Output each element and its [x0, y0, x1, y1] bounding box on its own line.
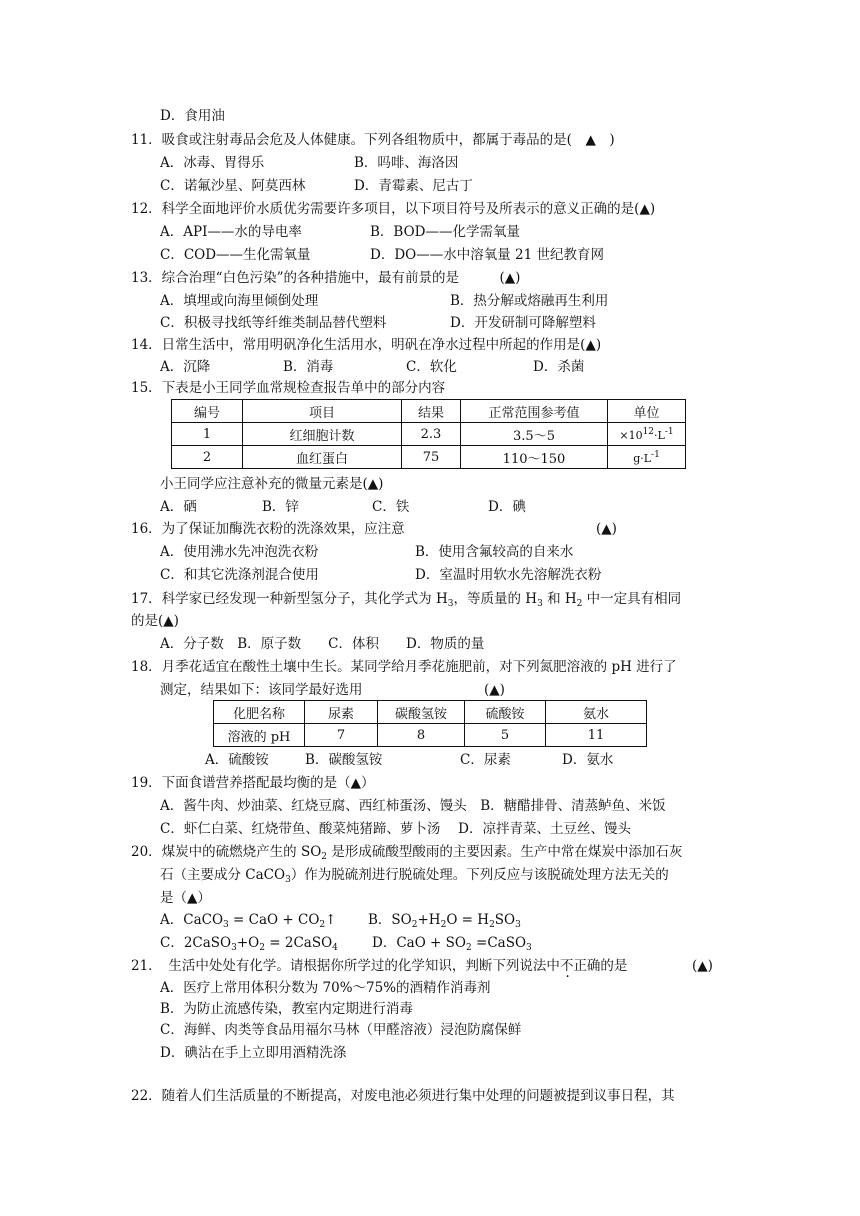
q10-option-d: D．食用油	[160, 108, 225, 124]
subscript: 3	[285, 875, 291, 885]
q20-option-a	[160, 910, 336, 935]
table-header-cell: 尿素	[305, 701, 378, 724]
q21-option-b: B．为防止流感传染，教室内定期进行消毒	[160, 1001, 413, 1017]
q13-option-a: A．填埋或向海里倾倒处理	[160, 293, 319, 309]
q18-answer-mark: (▲)	[484, 682, 505, 698]
emphasis-dot-char: 不	[559, 958, 574, 974]
table-header-cell: 硫酸铵	[465, 701, 546, 724]
blood-test-table	[171, 399, 686, 469]
q21-option-a: A．医疗上常用体积分数为 70%～75%的酒精作消毒剂	[160, 980, 491, 996]
q20-option-d	[372, 933, 532, 958]
q18-option-b: B．碳酸氢铵	[305, 752, 383, 768]
table-header-cell: 碳酸氢铵	[378, 701, 465, 724]
unit-text: g·L	[633, 451, 652, 465]
text: 是形成硫酸型酸雨的主要因素。生产中常在煤炭中添加石灰	[327, 844, 683, 860]
q11-option-c: C．诺氟沙星、阿莫西林	[160, 178, 306, 194]
q16-option-b: B．使用含氟较高的自来水	[415, 544, 574, 560]
subscript: 2	[319, 920, 326, 930]
text: =CaSO	[471, 935, 527, 951]
table-header-row	[214, 701, 647, 724]
table-row	[172, 423, 686, 446]
q15-option-b: B．锌	[262, 499, 299, 515]
q16-option-d: D．室温时用软水先溶解洗衣粉	[415, 567, 602, 583]
q19-stem: 19．下面食谱营养搭配最均衡的是（▲）	[131, 775, 375, 791]
q15-option-c: C．铁	[372, 499, 410, 515]
text: ，等质量的 H	[453, 591, 538, 607]
table-header-cell: 正常范围参考值	[461, 400, 608, 423]
q20-option-c	[160, 933, 338, 958]
unit-superscript: 12	[642, 426, 655, 437]
fertilizer-ph-table	[213, 700, 647, 747]
text: D．CaO + SO	[372, 935, 466, 951]
q21-stem	[131, 956, 627, 976]
table-header-cell: 项目	[243, 400, 402, 423]
unit-text: ·L	[654, 428, 665, 442]
q14-stem: 14．日常生活中，常用明矾净化生活用水，明矾在净水过程中所起的作用是(▲)	[131, 337, 602, 353]
q14-option-b: B．消毒	[283, 359, 334, 375]
q16-option-c: C．和其它洗涤剂混合使用	[160, 567, 319, 583]
q15-option-d: D．碘	[488, 499, 526, 515]
table-cell: 8	[378, 724, 465, 747]
unit-text: ×10	[619, 428, 643, 442]
table-cell: 2.3	[402, 423, 461, 446]
q14-option-a: A．沉降	[160, 359, 211, 375]
q12-option-c: C．COD——生化需氧量	[160, 247, 311, 263]
table-cell	[608, 446, 686, 469]
subscript: 3	[223, 920, 229, 930]
q20-option-b	[368, 910, 521, 935]
q12-option-d: D．DO——水中溶氧量 21 世纪教育网	[370, 247, 604, 263]
q17-stem	[131, 589, 681, 614]
subscript: 2	[411, 920, 418, 930]
q21-option-c: C．海鲜、肉类等食品用福尔马林（甲醛溶液）浸泡防腐保鲜	[160, 1022, 522, 1038]
q15-option-a: A．硒	[160, 499, 197, 515]
q12-option-b: B．BOD——化学需氧量	[370, 224, 520, 240]
subscript: 3	[515, 920, 521, 930]
table-cell: 2	[172, 446, 243, 469]
unit-superscript: -1	[664, 426, 674, 437]
table-header-cell: 编号	[172, 400, 243, 423]
subscript: 3	[447, 599, 454, 609]
q17-stem-cont: 的是(▲)	[131, 613, 179, 629]
text: = CaO + CO	[228, 912, 320, 928]
subscript: 2	[465, 943, 472, 953]
table-cell: 7	[305, 724, 378, 747]
table-cell: 3.5～5	[461, 423, 608, 446]
text: C．2CaSO	[160, 935, 232, 951]
table-header-cell: 结果	[402, 400, 461, 423]
text: 21． 生活中处处有化学。请根据你所学过的化学知识，判断下列说法中	[131, 958, 560, 974]
q20-stem	[131, 842, 682, 867]
text: 20．煤炭中的硫燃烧产生的 SO	[131, 844, 322, 860]
text: 和 H	[542, 591, 577, 607]
subscript: 2	[489, 920, 495, 930]
text: O = H	[446, 912, 490, 928]
subscript: 3	[231, 943, 237, 953]
q13-stem: 13．综合治理“白色污染”的各种措施中，最有前景的是 (▲)	[131, 270, 521, 286]
q20-stem-end: 是（▲）	[160, 890, 211, 906]
q13-option-d: D．开发研制可降解塑料	[450, 315, 596, 331]
unit-superscript: -1	[651, 449, 660, 460]
text: ）作为脱硫剂进行脱硫处理。下列反应与该脱硫处理方法无关的	[290, 867, 669, 883]
text: +H	[417, 912, 441, 928]
q18-option-c: C．尿素	[460, 752, 511, 768]
table-cell: 1	[172, 423, 243, 446]
q11-option-a: A．冰毒、胃得乐	[160, 155, 265, 171]
text: 正确的是	[573, 958, 628, 974]
subscript: 3	[537, 599, 543, 609]
table-header-cell: 化肥名称	[214, 701, 305, 724]
q20-stem-cont	[160, 865, 669, 890]
text: 石（主要成分 CaCO	[160, 867, 286, 883]
table-cell: 溶液的 pH	[214, 724, 305, 747]
q15-stem: 15．下表是小王同学血常规检查报告单中的部分内容	[131, 380, 446, 396]
table-header-cell: 单位	[608, 400, 686, 423]
table-cell: 红细胞计数	[243, 423, 402, 446]
subscript: 2	[259, 943, 265, 953]
subscript: 2	[440, 920, 447, 930]
table-header-cell: 氨水	[546, 701, 647, 724]
table-row	[172, 446, 686, 469]
text: = 2CaSO	[264, 935, 333, 951]
subscript: 4	[332, 943, 338, 953]
table-cell: 11	[546, 724, 647, 747]
q16-answer-mark: (▲)	[596, 521, 617, 537]
table-cell: 75	[402, 446, 461, 469]
text: 中一定具有相同	[582, 591, 682, 607]
text: 17．科学家已经发现一种新型氢分子，其化学式为 H	[131, 591, 448, 607]
q13-option-c: C．积极寻找纸等纤维类制品替代塑料	[160, 315, 387, 331]
subscript: 3	[526, 943, 532, 953]
q11-option-b: B．吗啡、海洛因	[354, 155, 459, 171]
q18-stem-cont: 测定，结果如下：该同学最好选用	[160, 682, 363, 698]
q14-option-c: C．软化	[406, 359, 457, 375]
text: +O	[236, 935, 260, 951]
subscript: 2	[576, 599, 583, 609]
q15-question: 小王同学应注意补充的微量元素是(▲)	[160, 476, 384, 492]
table-row	[214, 724, 647, 747]
q17-options: A．分子数 B．原子数 C．体积 D．物质的量	[160, 636, 485, 652]
q14-option-d: D．杀菌	[533, 359, 585, 375]
table-cell: 5	[465, 724, 546, 747]
text: SO	[494, 912, 516, 928]
table-cell: 110～150	[461, 446, 608, 469]
q12-option-a: A．API——水的导电率	[160, 224, 302, 240]
q16-stem: 16．为了保证加酶洗衣粉的洗涤效果，应注意	[131, 521, 405, 537]
table-header-row	[172, 400, 686, 423]
q12-stem: 12．科学全面地评价水质优劣需要许多项目，以下项目符号及所表示的意义正确的是(▲)	[131, 201, 656, 217]
subscript: 2	[321, 852, 328, 862]
q11-stem: 11．吸食或注射毒品会危及人体健康。下列各组物质中，都属于毒品的是( ▲ )	[131, 132, 615, 148]
text: ↑	[325, 912, 337, 928]
q18-option-d: D．氨水	[562, 752, 614, 768]
text: A．CaCO	[160, 912, 224, 928]
q11-option-d: D．青霉素、尼古丁	[354, 178, 473, 194]
q18-option-a: A．硫酸铵	[205, 752, 269, 768]
q18-stem: 18．月季花适宜在酸性土壤中生长。某同学给月季花施肥前，对下列氮肥溶液的 pH 进行了	[131, 659, 677, 675]
q21-answer-mark: (▲)	[692, 958, 713, 974]
q19-options-cd: C．虾仁白菜、红烧带鱼、酸菜炖猪蹄、萝卜汤 D．凉拌青菜、土豆丝、馒头	[160, 821, 631, 837]
q19-options-ab: A．酱牛肉、炒油菜、红烧豆腐、西红柿蛋汤、馒头 B．糖醋排骨、清蒸鲈鱼、米饭	[160, 798, 666, 814]
q13-option-b: B．热分解或熔融再生利用	[450, 293, 609, 309]
table-cell: 血红蛋白	[243, 446, 402, 469]
q22-stem: 22．随着人们生活质量的不断提高，对废电池必须进行集中处理的问题被提到议事日程，其	[131, 1088, 675, 1104]
table-cell	[608, 423, 686, 446]
q21-option-d: D．碘沾在手上立即用酒精洗涤	[160, 1045, 347, 1061]
q16-option-a: A．使用沸水先冲泡洗衣粉	[160, 544, 319, 560]
text: B．SO	[368, 912, 412, 928]
